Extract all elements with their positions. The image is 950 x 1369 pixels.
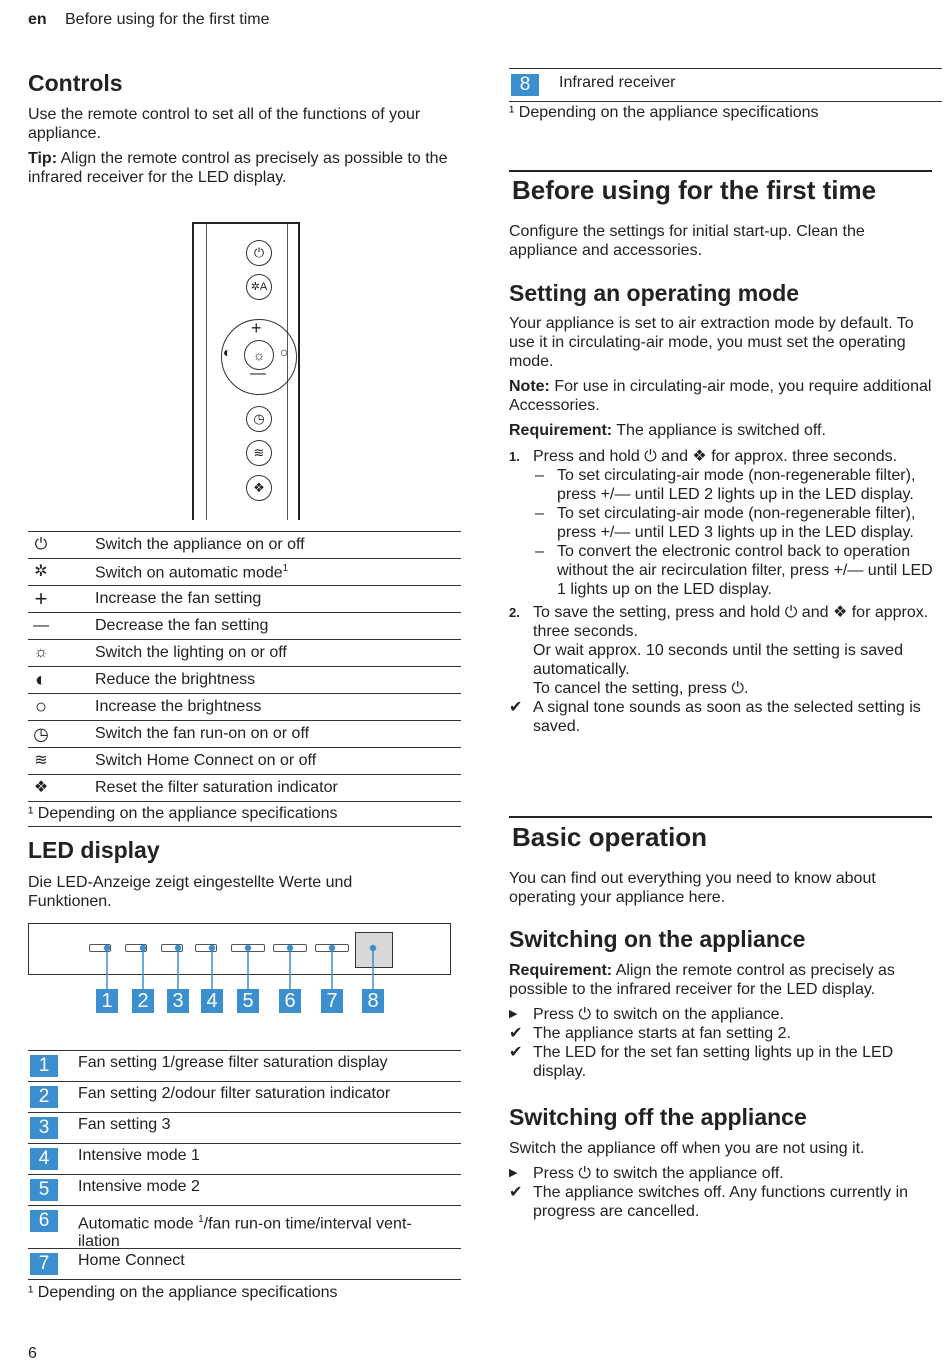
led-leader-lines [0,940,460,990]
minus-icon: — [250,365,266,382]
requirement: Requirement: The appliance is switched off. [509,422,826,439]
table-row: 6 Automatic mode $^1$/fan run-on time/interval vent- ilation [28,1205,461,1248]
half-circle-icon: ◐ [34,669,48,691]
control-ring [221,319,297,395]
list-item: 1. Press and hold ⏻ and ❖ for approx. three seconds. [509,448,898,465]
check-icon: ✔ [509,1044,523,1061]
list-item: ✔ The appliance switches off. Any functions currently in progress are cancelled. [509,1184,909,1220]
wifi-icon: ≋ [34,752,48,769]
led-number: 5 [237,989,259,1013]
filter-icon: ❖ [246,475,272,501]
controls-heading: Controls [28,70,123,96]
table-row: + Increase the fan setting [28,585,461,612]
table-row: 1 Fan setting 1/grease filter saturation display [28,1050,461,1081]
table-row: 3 Fan setting 3 [28,1112,461,1143]
arrow-icon: ▶ [509,1008,518,1020]
power-icon: ⏻ [34,536,48,553]
footnote: ¹ Depending on the appliance specifications [28,1284,338,1301]
switch-off-heading: Switching off the appliance [509,1104,807,1130]
arrow-icon: ▶ [509,1167,518,1179]
table-row: 7 Home Connect [28,1248,461,1280]
led-intro: Die LED-Anzeige zeigt eingestellte Werte und Funktionen. [28,874,353,910]
led-number: 8 [362,989,384,1013]
table-row: ◷ Switch the fan run-on on or off [28,720,461,747]
auto-fan-icon: ✲ [34,563,48,580]
check-icon: ✔ [509,1184,523,1201]
led-number: 3 [167,989,189,1013]
operating-mode-heading: Setting an operating mode [509,280,800,306]
led-table [28,1050,461,1280]
before-intro: Configure the settings for initial start-up. Clean the appliance and accessories. [509,223,865,259]
led-heading: LED display [28,837,160,863]
led-number: 6 [279,989,301,1013]
section-rule [509,170,932,172]
requirement: Requirement: Align the remote control as precisely as possible to the infrared receiver for the LED display. [509,962,895,998]
table-row: ✲ Switch on automatic mode$^1$ [28,558,461,585]
switch-on-heading: Switching on the appliance [509,926,806,952]
led-number: 4 [201,989,223,1013]
table-row: — Decrease the fan setting [28,612,461,639]
footnote: ¹ Depending on the appliance specifications [28,801,461,827]
basic-intro: You can find out everything you need to know about operating your appliance here. [509,870,876,906]
table-row: 5 Intensive mode 2 [28,1174,461,1205]
led-number: 2 [132,989,154,1013]
check-icon: ✔ [509,699,523,716]
timer-icon: ◷ [33,724,49,744]
plus-icon: + [251,318,262,338]
circle-icon: ○ [34,696,48,718]
list-item: ✔ The appliance starts at fan setting 2. [509,1025,791,1042]
light-icon: ☼ [244,340,274,370]
table-row: ❖ Reset the filter saturation indicator [28,774,461,801]
operating-mode-intro: Your appliance is set to air extraction mode by default. To use it in circulating-air mode, you must set the operating mode. [509,315,914,370]
table-row: ☼ Switch the lighting on or off [28,639,461,666]
remote-control-illustration [192,222,300,520]
plus-icon: + [34,586,48,611]
table-row: ⏻ Switch the appliance on or off [28,531,461,558]
list-item: – To set circulating-air mode (non-regenerable filter), press +/— until LED 2 lights up in the LED display. [535,467,916,503]
footnote: ¹ Depending on the appliance specifications [509,104,819,121]
basic-heading: Basic operation [512,822,708,852]
table-row: ○ Increase the brightness [28,693,461,720]
led-number: 7 [321,989,343,1013]
list-item: – To convert the electronic control back to operation without the air recirculation filter, press +/— until LED 1 lights up on the LED display. [535,543,933,598]
note: Note: For use in circulating-air mode, you require additional Accessories. [509,378,932,414]
controls-intro: Use the remote control to set all of the functions of your appliance. [28,106,421,142]
language-code: en [28,11,47,28]
switch-off-list [509,1164,939,1221]
switch-off-intro: Switch the appliance off when you are not using it. [509,1140,865,1157]
led-number: 8 [511,74,539,96]
list-item: ✔ The LED for the set fan setting lights up in the LED display. [509,1044,894,1080]
table-row: ≋ Switch Home Connect on or off [28,747,461,774]
wifi-icon: ≋ [246,440,272,466]
table-row: 8 Infrared receiver [509,68,942,102]
check-icon: ✔ [509,1025,523,1042]
section-rule [509,816,932,818]
steps-list [509,447,939,736]
list-item: ▶ Press ⏻ to switch on the appliance. [509,1006,785,1023]
led-number: 1 [96,989,118,1013]
page-number: 6 [28,1345,37,1362]
table-row: ◐ Reduce the brightness [28,666,461,693]
controls-table [28,531,461,827]
controls-tip: Tip: Align the remote control as precisely as possible to the infrared receiver for the LED display. [28,150,448,186]
list-item: 2. To save the setting, press and hold ⏻ and ❖ for approx. three seconds. Or wait approx. 10 seconds until the setting is saved automatically. To cancel the setting, press ⏻. [509,604,929,697]
power-icon: ⏻ [246,240,272,266]
filter-icon: ❖ [33,779,49,796]
auto-fan-icon: ✲A [246,274,272,300]
minus-icon: — [33,617,49,634]
running-header: Before using for the first time [65,11,270,28]
timer-icon: ◷ [246,406,272,432]
list-item: ✔ A signal tone sounds as soon as the selected setting is saved. [509,699,921,735]
half-circle-icon: ◐ [223,344,232,360]
table-row: 2 Fan setting 2/odour filter saturation indicator [28,1081,461,1112]
before-heading: Before using for the first time [512,175,877,205]
switch-on-list [509,1005,939,1081]
light-icon: ☼ [33,644,49,661]
circle-icon: ○ [280,344,289,360]
list-item: ▶ Press ⏻ to switch the appliance off. [509,1165,784,1182]
list-item: – To set circulating-air mode (non-regenerable filter), press +/— until LED 3 lights up in the LED display. [535,505,916,541]
table-row: 4 Intensive mode 1 [28,1143,461,1174]
